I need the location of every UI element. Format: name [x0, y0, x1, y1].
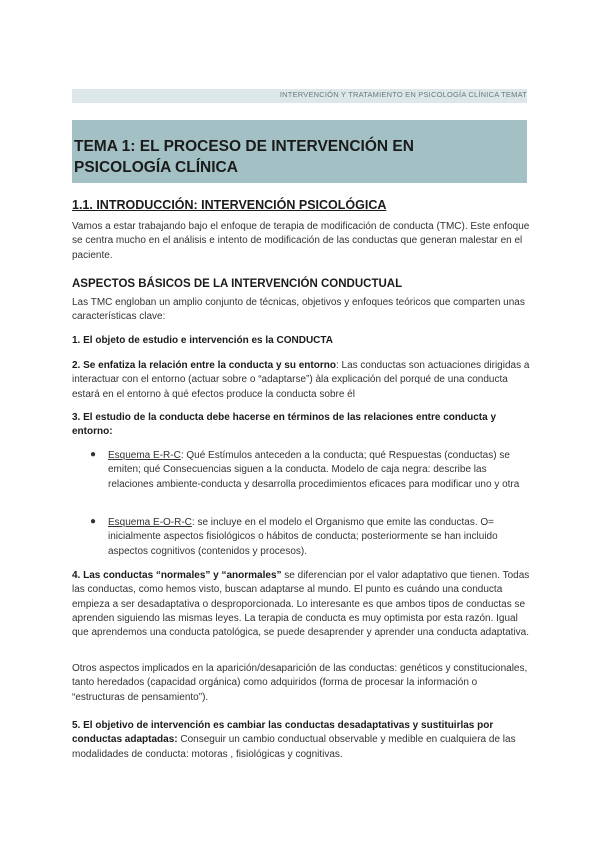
item-1: 1. El objeto de estudio e intervención es la CONDUCTA: [72, 335, 333, 346]
chapter-title-band: [72, 120, 527, 183]
item-4: [72, 569, 532, 640]
item-2: [72, 359, 532, 402]
bullet-marker: ●: [90, 516, 97, 527]
running-header-text: INTERVENCIÓN Y TRATAMIENTO EN PSICOLOGÍA CLÍNICA TEMAT: [279, 90, 527, 99]
chapter-title: TEMA 1: EL PROCESO DE INTERVENCIÓN EN PSICOLOGÍA CLÍNICA: [74, 138, 414, 176]
item-5-text: Conseguir un cambio conductual observable y medible en cualquiera de las modalidades de conducta: motoras , fisiológicas y cognitivas.: [72, 734, 516, 760]
bullet-eorc-term: Esquema E-O-R-C: [108, 517, 192, 528]
item-3: 3. El estudio de la conducta debe hacerse en términos de las relaciones entre conducta y entorno:: [72, 412, 497, 438]
item-2-title: 2. Se enfatiza la relación entre la conducta y su entorno: [72, 360, 336, 371]
bullet-eorc: [108, 516, 533, 559]
aspects-intro: Las TMC engloban un amplio conjunto de técnicas, objetivos y enfoques teóricos que comparten unas características clave:: [72, 297, 525, 323]
bullet-marker: ●: [90, 449, 97, 460]
item-2-text: : Las conductas son actuaciones dirigidas a interactuar con el entorno (actuar sobre o “adaptarse”) àla explicación del porqué de una conducta estará en el entorno à qué efectos produce la conducta sobre él: [72, 360, 530, 400]
bullet-erc-text: : Qué Estímulos anteceden a la conducta; qué Respuestas (conductas) se emiten; qué Consecuencias siguen a la conducta. Modelo de caja negra: describe las relaciones ambiente-conducta y desarrolla procedimientos eficaces para modificar uno y otra: [108, 450, 520, 490]
running-header-band: [72, 89, 527, 103]
bullet-erc-term: Esquema E-R-C: [108, 450, 181, 461]
bullet-eorc-text: : se incluye en el modelo el Organismo que emite las conductas. O= inicialmente aspectos fisiológicos o hábitos de conducta; posteriormente se han incluido aspectos cognitivos (contenidos y procesos).: [108, 517, 498, 557]
item-4-title: 4. Las conductas “normales” y “anormales”: [72, 570, 282, 581]
bullet-erc: [108, 449, 533, 492]
aspects-heading: ASPECTOS BÁSICOS DE LA INTERVENCIÓN CONDUCTUAL: [72, 278, 403, 290]
other-aspects-paragraph: Otros aspectos implicados en la aparición/desaparición de las conductas: genéticos y constitucionales, tanto heredados (capacidad orgánica) como adquiridos (forma de procesar la información o “estructuras de pensamiento”).: [72, 663, 528, 703]
item-5: [72, 719, 532, 762]
intro-paragraph: Vamos a estar trabajando bajo el enfoque de terapia de modificación de conducta (TMC). Este enfoque se centra mucho en el análisis e intento de modificación de las conductas que generan malestar en el paciente.: [72, 221, 530, 261]
item-5-title: 5. El objetivo de intervención es cambiar las conductas desadaptativas y sustituirlas por conductas adaptadas:: [72, 720, 494, 746]
item-4-text: se diferencian por el valor adaptativo que tienen. Todas las conductas, como hemos visto, buscan adaptarse al mundo. El punto es cuándo una conducta empieza a ser desadaptativa o desproporcionada. Lo interesante es que ambos tipos de conductas se aprenden siguiendo las mismas leyes. La terapia de conducta es muy optimista por esta razón. Igual que aprendemos una conducta patológica, se puede desaprender y aprender una conducta adaptativa.: [72, 570, 530, 639]
section-heading: 1.1. INTRODUCCIÓN: INTERVENCIÓN PSICOLÓGICA: [72, 198, 387, 212]
